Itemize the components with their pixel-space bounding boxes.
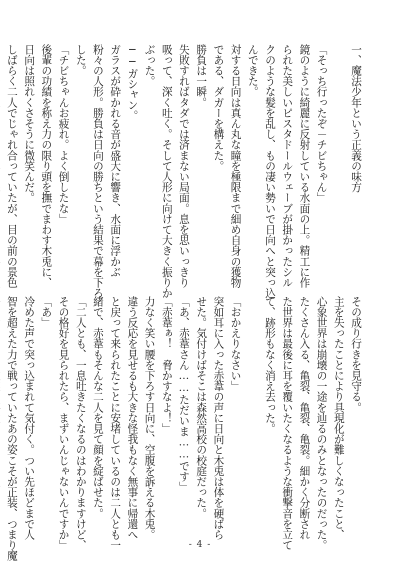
lower-line: て、跡形もなく消え去った。	[263, 296, 276, 434]
upper-line: ぶった。	[143, 44, 156, 87]
upper-line: した。	[74, 44, 87, 76]
upper-line: 吸って、深く吐く。そして人形に向けて大きく振りか	[160, 44, 173, 299]
upper-text-block	[0, 44, 364, 299]
upper-line: しばらく二人でじゃれ合っていたが、目の前の景色	[5, 44, 18, 288]
lower-line: 智を超えた力で戦っていたあの姿こそが正装、つまり魔	[5, 296, 18, 561]
upper-line: クのような髪を乱し、もの凄い勢いで日向へと突っ込	[264, 44, 276, 299]
lower-line: と戻って来られたことに安堵しているのは二人とも一	[109, 296, 122, 551]
upper-line: 対する日向は真ん丸な瞳を極限まで細め自身の獲物	[229, 44, 242, 288]
lower-line: 「あ」	[40, 296, 53, 328]
lower-line: 主を失ったことにより具現化が難しくなったこと、	[332, 296, 345, 540]
lower-line: 違う反応を見せるも大きな怪我もなく無事に帰還へ	[126, 296, 139, 540]
lower-line: 突如耳に入った赤葦の声に日向と木兎は体を硬ばら	[212, 296, 225, 540]
upper-line: られた美しいピスタドールウェーブが掛かったシル	[281, 44, 294, 288]
lower-line: 「二人とも、一息吐きたくなるのはわかりますけど、	[74, 296, 87, 551]
lower-line: せた。気付けばそこは森然高校の校庭だった。	[195, 296, 208, 519]
lower-line: 「赤葦ぁ！ 脅かすなよ！」	[160, 296, 173, 434]
upper-line	[330, 44, 347, 282]
lower-line	[244, 296, 261, 534]
lower-line: たくさん入る、亀裂、亀裂、亀裂。細かく分断され	[298, 296, 311, 540]
upper-line: 勝負は一瞬。	[195, 44, 208, 108]
upper-line: 鏡のように綺麗に反射している水面の上。精工に作	[298, 44, 311, 288]
lower-line: た世界は最後に耳を覆いたくなるような衝撃音を立て	[281, 296, 294, 551]
lower-line: その成り行きを見守る。	[350, 296, 362, 413]
upper-line: 失敗すればタダでは済まない局面。息を思いっきり	[177, 44, 190, 288]
lower-line: 心象世界は崩壊の一途を辿るのみとなったのだった。	[315, 296, 328, 551]
upper-line	[0, 44, 3, 282]
lower-line: 力なく笑い腰を下ろす日向に、空腹を訴える木兎。	[143, 296, 156, 540]
upper-line: 一、魔法少年という正義の味方	[350, 44, 362, 193]
upper-line: 日向は照れくさそうに微笑んだ。	[23, 44, 36, 203]
lower-line: 冷めた声で突っ込まれて気付く。つい先ほどまで人	[23, 296, 36, 540]
upper-line: である、ダガーを構えた。	[212, 44, 225, 172]
upper-line: ガラスが砕かれる音が盛大に響き、水面に浮かぶ	[109, 44, 122, 278]
lower-text-block	[0, 296, 364, 561]
lower-line: 緒で、赤葦もそんな二人を見て顔を綻ばせた。	[91, 296, 104, 519]
upper-line: 「そっち行ったぞ－チビちゃん」	[315, 44, 328, 203]
lower-line: 「おかえりなさい」	[229, 296, 242, 392]
upper-line: 後輩の功績を称え力の限り頭を撫でまわす木兎に、	[40, 44, 53, 288]
lower-line: その格好を見られたら、まずいんじゃないんですか」	[57, 296, 70, 551]
upper-line: 「チビちゃんお疲れ。よく倒したな」	[57, 44, 70, 225]
upper-line: 粉々の人形。勝負は日向の勝ちという結果で幕を下ろ	[91, 44, 104, 299]
upper-line: ──ガシャン。	[126, 44, 139, 121]
upper-line: んできた。	[246, 44, 259, 97]
lower-line: 「あ、赤葦さん……ただいま……です」	[177, 296, 190, 493]
page-number: - 4 -	[188, 540, 212, 550]
lower-line	[0, 296, 3, 534]
